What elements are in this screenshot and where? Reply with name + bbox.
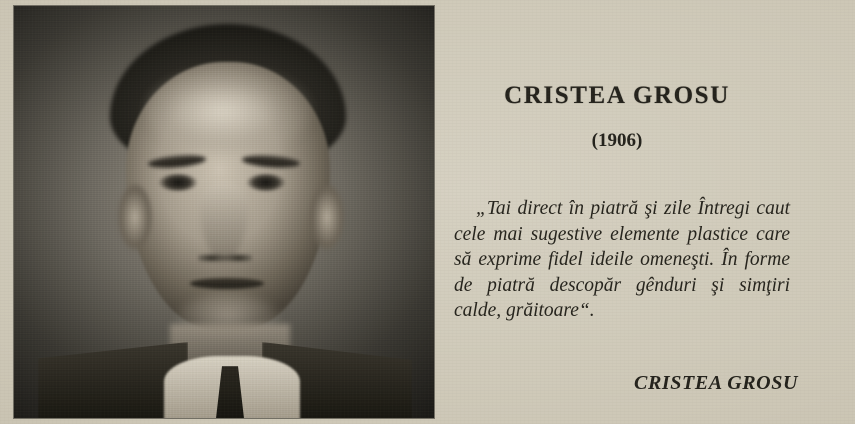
quote-line-1: „Tai direct în piatră şi zile (476, 198, 692, 219)
quote-line-6: simţiri calde, grăitoare“. (454, 274, 790, 321)
photo-eye-left (158, 174, 198, 191)
quotation-block (454, 196, 790, 324)
text-column (452, 0, 840, 424)
photo-eye-right (246, 174, 286, 191)
photo-ear-right (310, 184, 344, 250)
quote-line-4: fidel ideile omeneşti. În forme (548, 249, 790, 270)
photo-nostrils (198, 252, 252, 264)
quote-line-5: de piatră descopăr gênduri şi (454, 274, 725, 296)
page-title: CRISTEA GROSU (504, 82, 730, 109)
birth-year: (1906) (591, 130, 643, 151)
portrait-photo (14, 6, 434, 418)
quote-line-3: elemente plastice care să exprime (454, 223, 790, 270)
quote-attribution: CRISTEA GROSU (634, 372, 798, 394)
quote-line-2: Întregi caut cele mai sugestive (454, 198, 791, 245)
photo-ear-left (118, 184, 152, 250)
photo-forehead (146, 68, 312, 154)
photo-mouth (190, 278, 264, 289)
photo-image (14, 6, 434, 418)
